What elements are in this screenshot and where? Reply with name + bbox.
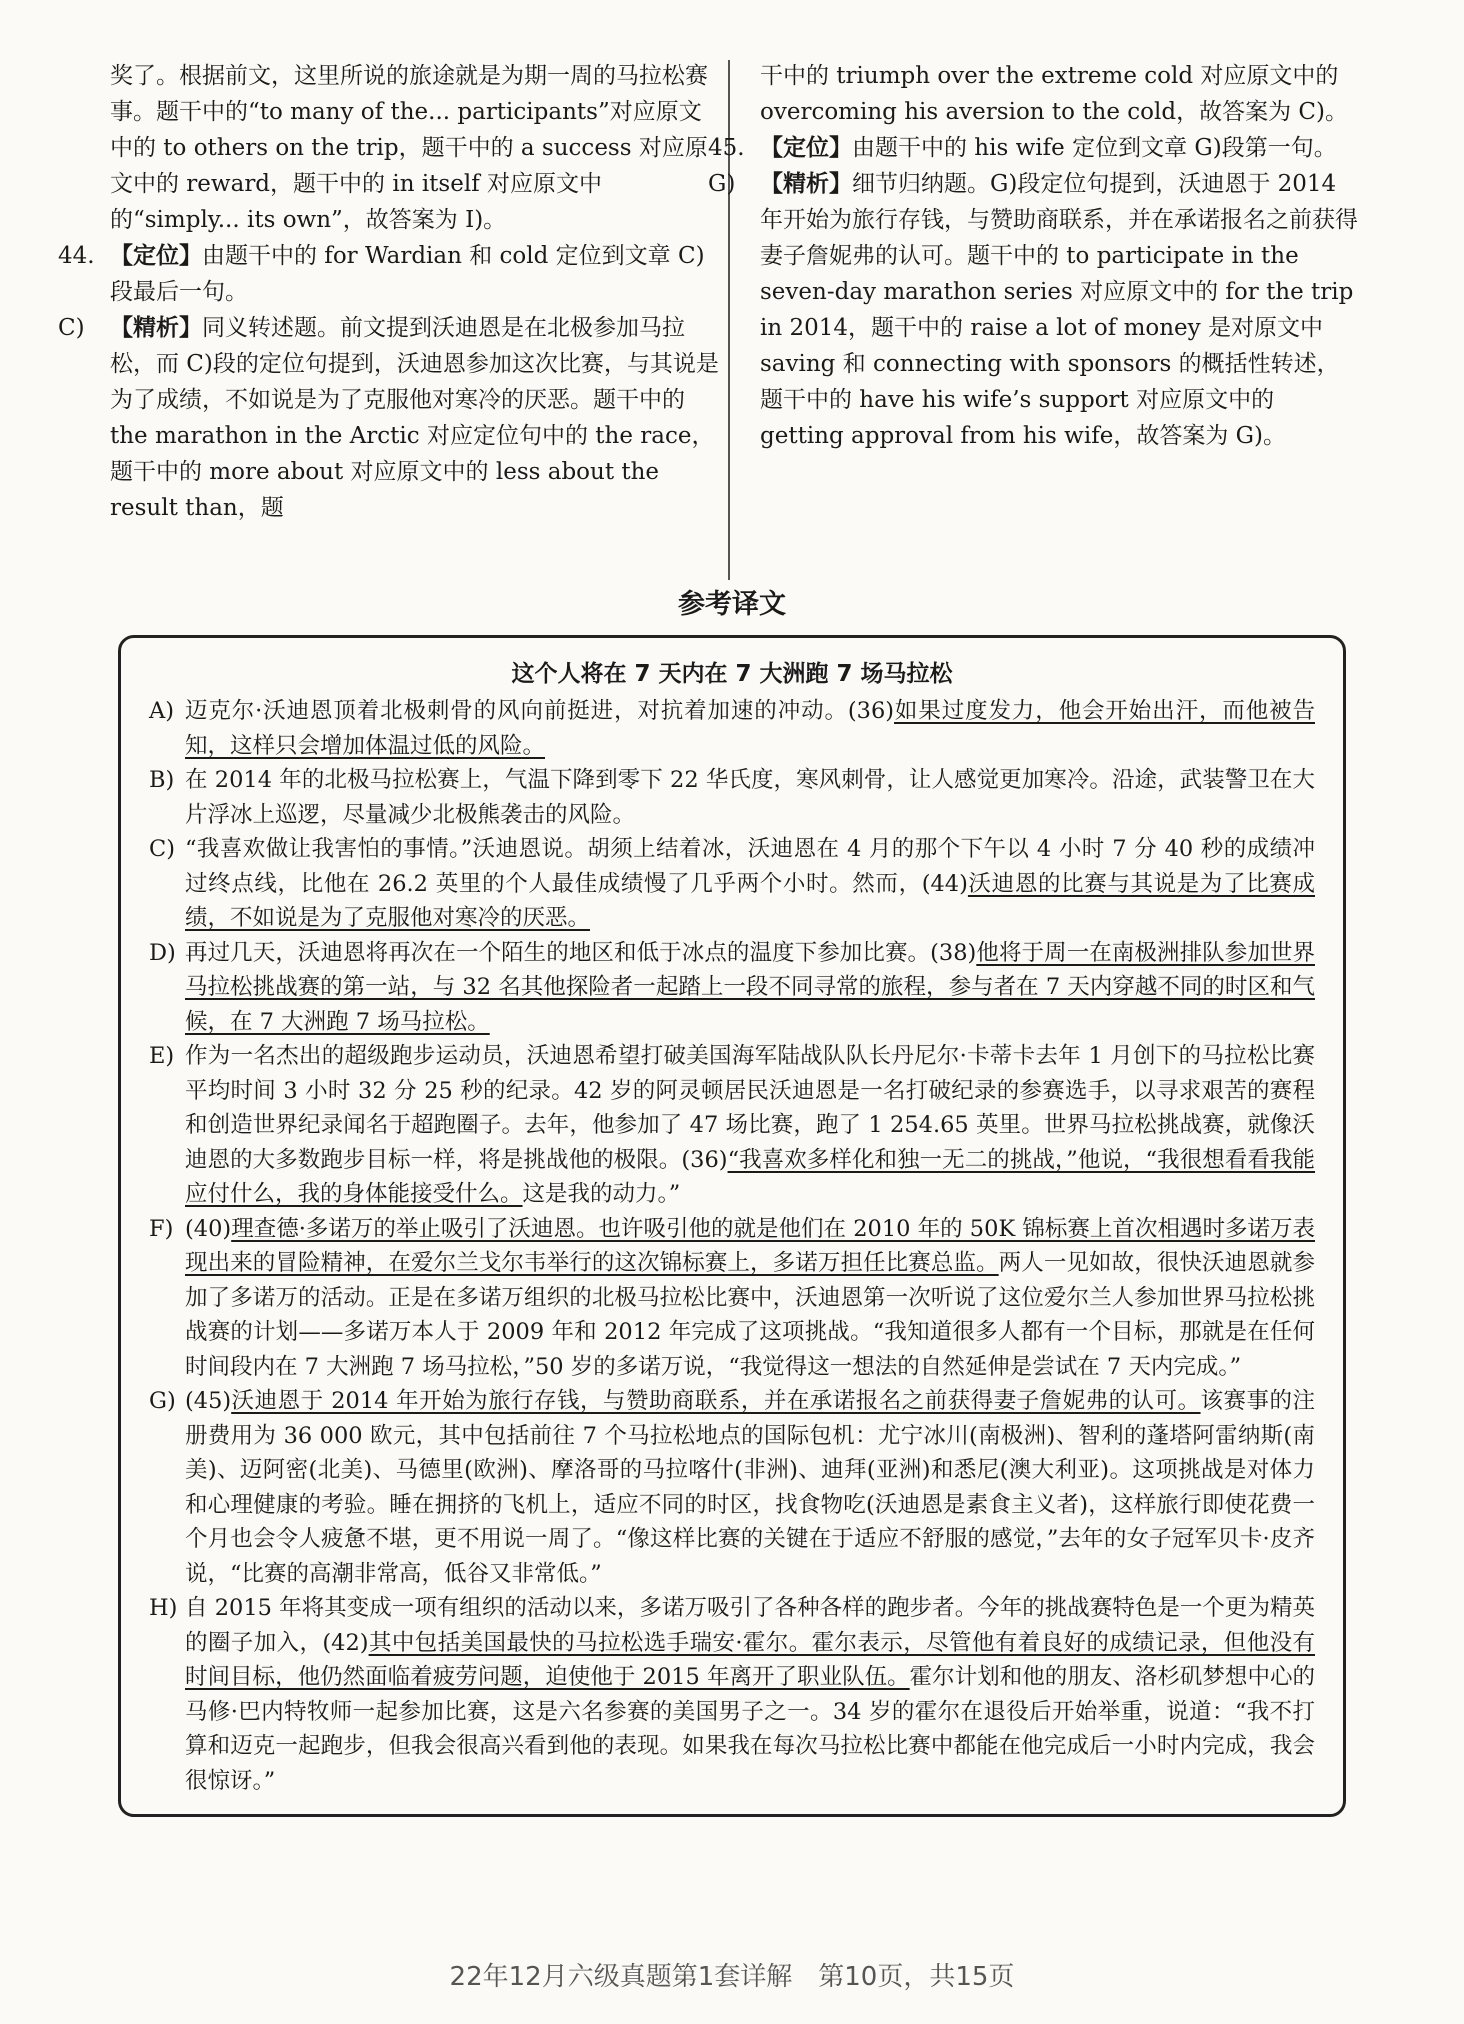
q44-answer: C)	[58, 315, 85, 341]
paragraph-label: D)	[149, 939, 176, 966]
paragraph-text: (40)	[185, 1215, 232, 1242]
paragraph-text: 两人一见如故，很快沃迪恩就参加了多诺万的活动。正是在多诺万组织的北极马拉松比赛中，沃迪恩第一次听说了这位爱尔兰人参加世界马拉松挑战赛的计划——多诺万本人于 2009 年和 2012 年完成了这项挑战。“我知道很多人都有一个目标，那就是在任何时间段内在 7 大洲跑 7 场马拉松，”50 岁的多诺万说，“我觉得这一想法的自然延伸是尝试在 7 天内完成。”	[185, 1250, 1315, 1380]
q44-analysis	[58, 310, 720, 526]
paragraph-text: 迈克尔·沃迪恩顶着北极刺骨的风向前挺进，对抗着加速的冲动。(36)	[185, 698, 895, 724]
paragraph-label: H)	[149, 1595, 178, 1621]
right-answer-column	[708, 58, 1360, 454]
translation-title: 这个人将在 7 天内在 7 大洲跑 7 场马拉松	[511, 661, 953, 687]
paragraph-text: 自 2015 年将其变成一项有组织的活动以来，多诺万吸引了各种各样的跑步者。今年的挑战赛特色是一个更为精英的圈子加入，(42)	[185, 1595, 1315, 1656]
paragraph-text: 在 2014 年的北极马拉松赛上，气温下降到零下 22 华氏度，寒风刺骨，让人感觉更加寒冷。沿途，武装警卫在大片浮冰上巡逻，尽量减少北极熊袭击的风险。	[185, 767, 1315, 828]
underlined-text: 沃迪恩于 2014 年开始为旅行存钱，与赞助商联系，并在承诺报名之前获得妻子詹妮弗的认可。	[231, 1388, 1201, 1414]
q44-analysis-text: 同义转述题。前文提到沃迪恩是在北极参加马拉松，而 C)段的定位句提到，沃迪恩参加这次比赛，与其说是为了成绩，不如说是为了克服他对寒冷的厌恶。题干中的 the marathon in the Arctic 对应定位句中的 the race，题干中的 more about 对应原文中的 less about the result than，题	[110, 315, 719, 521]
paragraph-label: F)	[149, 1215, 174, 1242]
q44-number: 44.	[58, 243, 95, 269]
q45-answer: G)	[708, 171, 736, 197]
paragraph-b	[149, 763, 1315, 832]
analysis-tag: 【精析】	[760, 170, 852, 197]
paragraph-h	[149, 1591, 1315, 1798]
paragraph-label: A)	[149, 698, 175, 724]
paragraph-d	[149, 936, 1315, 1040]
q43-analysis-continued: 奖了。根据前文，这里所说的旅途就是为期一周的马拉松赛事。题干中的“to many of the... participants”对应原文中的 to others on the trip，题干中的 a success 对应原文中的 reward，题干中的 in itself 对应原文中的“simply... its own”，故答案为 I)。	[110, 63, 708, 233]
q45-analysis	[708, 166, 1360, 454]
paragraph-g	[149, 1384, 1315, 1591]
q44-analysis-continued: 干中的 triumph over the extreme cold 对应原文中的 overcoming his aversion to the cold，故答案为 C)。	[760, 63, 1348, 125]
paragraph-text: “我喜欢做让我害怕的事情。”沃迪恩说。胡须上结着冰，沃迪恩在 4 月的那个下午以 4 小时 7 分 40 秒的成绩冲过终点线，比他在 26.2 英里的个人最佳成绩慢了几乎两个小时。然而，(44)	[185, 836, 1315, 897]
paragraph-label: B)	[149, 767, 175, 793]
paragraph-text: (45)	[185, 1388, 232, 1414]
q45-locate	[708, 130, 1360, 166]
paragraph-a	[149, 694, 1315, 763]
q45-analysis-text: 细节归纳题。G)段定位句提到，沃迪恩于 2014 年开始为旅行存钱，与赞助商联系，并在承诺报名之前获得妻子詹妮弗的认可。题干中的 to participate in the seven-day marathon series 对应原文中的 for the trip in 2014，题干中的 raise a lot of money 是对原文中 saving 和 connecting with sponsors 的概括性转述，题干中的 have his wife’s support 对应原文中的 getting approval from his wife，故答案为 G)。	[760, 171, 1358, 449]
q44-locate-text: 由题干中的 for Wardian 和 cold 定位到文章 C)段最后一句。	[110, 243, 705, 305]
underlined-text: 如果过度发力，他会开始出汗，而他被告知，这样只会增加体温过低的风险。	[185, 698, 1315, 759]
underlined-text: 其中包括美国最快的马拉松选手瑞安·霍尔。霍尔表示，尽管他有着良好的成绩记录，但他没有时间目标，他仍然面临着疲劳问题，迫使他于 2015 年离开了职业队伍。	[185, 1629, 1316, 1690]
paragraph-text: 再过几天，沃迪恩将再次在一个陌生的地区和低于冰点的温度下参加比赛。(38)	[185, 939, 977, 966]
locate-tag: 【定位】	[110, 242, 202, 269]
locate-tag: 【定位】	[760, 134, 852, 161]
paragraph-label: C)	[149, 836, 175, 862]
section-title: 参考译文	[678, 589, 786, 620]
q44-locate	[58, 238, 720, 310]
analysis-tag: 【精析】	[110, 314, 202, 341]
underlined-text: 理查德·多诺万的举止吸引了沃迪恩。也许吸引他的就是他们在 2010 年的 50K 锦标赛上首次相遇时多诺万表现出来的冒险精神，在爱尔兰戈尔韦举行的这次锦标赛上，多诺万担任比赛总监。	[185, 1215, 1315, 1276]
paragraph-f	[149, 1212, 1315, 1385]
translation-box	[118, 635, 1346, 1817]
paragraph-text: 霍尔计划和他的朋友、洛杉矶梦想中心的马修·巴内特牧师一起参加比赛，这是六名参赛的美国男子之一。34 岁的霍尔在退役后开始举重，说道：“我不打算和迈克一起跑步，但我会很高兴看到他的表现。如果我在每次马拉松比赛中都能在他完成后一小时内完成，我会很惊讶。”	[185, 1664, 1315, 1794]
page-footer: 22年12月六级真题第1套详解 第10页，共15页	[449, 1962, 1015, 1992]
q45-number: 45.	[708, 135, 745, 161]
paragraph-e	[149, 1039, 1315, 1212]
underlined-text: 沃迪恩的比赛与其说是为了比赛成绩，不如说是为了克服他对寒冷的厌恶。	[185, 870, 1315, 931]
underlined-text: 他将于周一在南极洲排队参加世界马拉松挑战赛的第一站，与 32 名其他探险者一起踏上一段不同寻常的旅程，参与者在 7 天内穿越不同的时区和气候，在 7 大洲跑 7 场马拉松。	[185, 939, 1315, 1035]
paragraph-text: 这是我的动力。”	[522, 1181, 681, 1207]
paragraph-label: E)	[149, 1043, 175, 1069]
paragraph-text: 作为一名杰出的超级跑步运动员，沃迪恩希望打破美国海军陆战队队长丹尼尔·卡蒂卡去年 1 月创下的马拉松比赛平均时间 3 小时 32 分 25 秒的纪录。42 岁的阿灵顿居民沃迪恩是一名打破纪录的参赛选手，以寻求艰苦的赛程和创造世界纪录闻名于超跑圈子。去年，他参加了 47 场比赛，跑了 1 254.65 英里。世界马拉松挑战赛，就像沃迪恩的大多数跑步目标一样，将是挑战他的极限。(36)	[185, 1043, 1315, 1173]
q45-locate-text: 由题干中的 his wife 定位到文章 G)段第一句。	[852, 135, 1337, 161]
paragraph-text: 该赛事的注册费用为 36 000 欧元，其中包括前往 7 个马拉松地点的国际包机：尤宁冰川(南极洲)、智利的蓬塔阿雷纳斯(南美)、迈阿密(北美)、马德里(欧洲)、摩洛哥的马拉喀什(非洲)、迪拜(亚洲)和悉尼(澳大利亚)。这项挑战是对体力和心理健康的考验。睡在拥挤的飞机上，适应不同的时区，找食物吃(沃迪恩是素食主义者)，这样旅行即使花费一个月也会令人疲惫不堪，更不用说一周了。“像这样比赛的关键在于适应不舒服的感觉，”去年的女子冠军贝卡·皮齐说，“比赛的高潮非常高，低谷又非常低。”	[185, 1388, 1315, 1587]
paragraph-label: G)	[149, 1388, 176, 1414]
underlined-text: “我喜欢多样化和独一无二的挑战，”他说，“我很想看看我能应付什么，我的身体能接受什么。	[185, 1146, 1316, 1207]
paragraph-c	[149, 832, 1315, 936]
left-answer-column	[58, 58, 720, 526]
